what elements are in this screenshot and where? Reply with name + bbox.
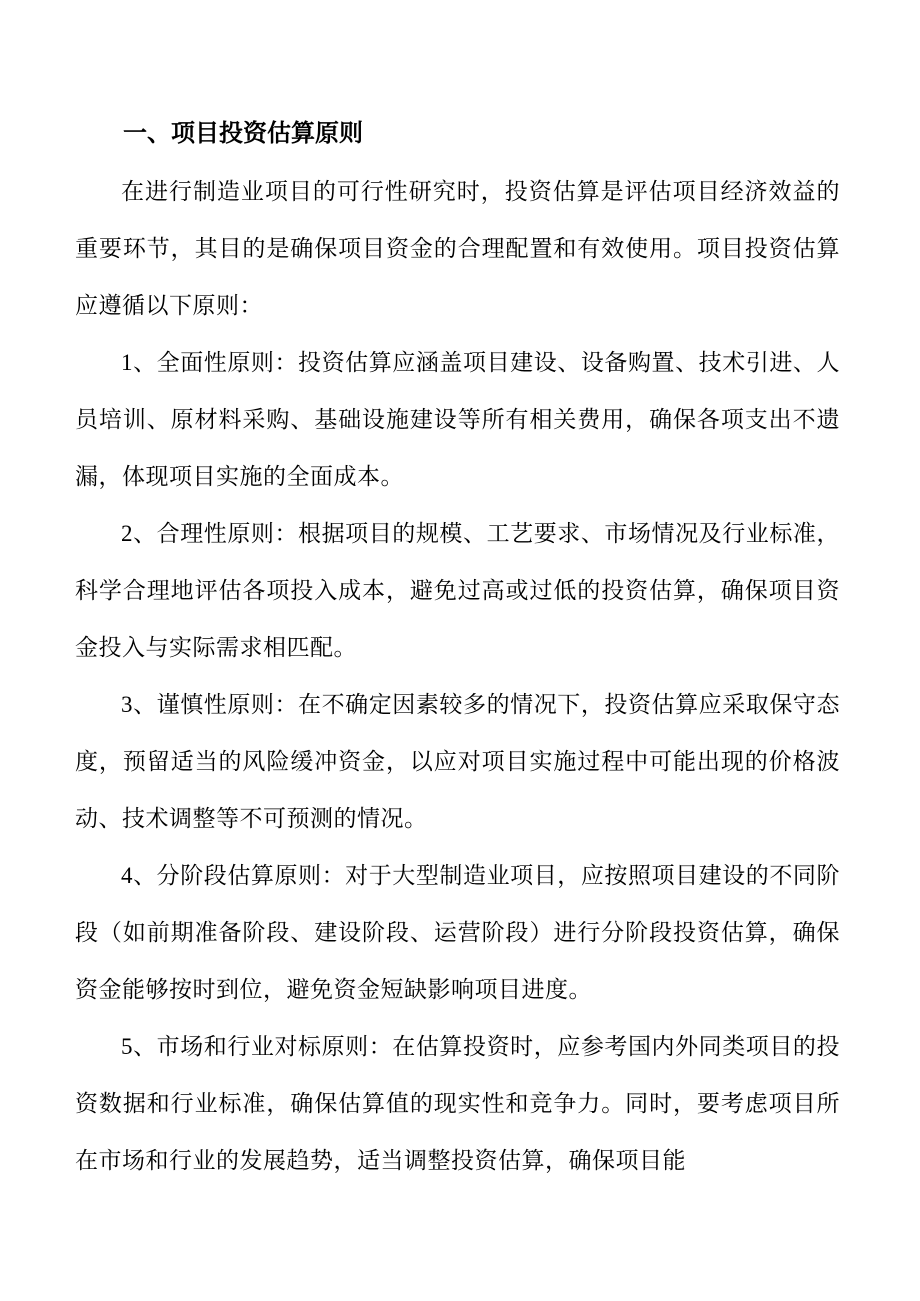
paragraph-principle-3-prudence: 3、谨慎性原则：在不确定因素较多的情况下，投资估算应采取保守态度，预留适当的风险缓冲资金，以应对项目实施过程中可能出现的价格波动、技术调整等不可预测的情况。 <box>75 692 840 831</box>
paragraph-principle-2-reasonableness: 2、合理性原则：根据项目的规模、工艺要求、市场情况及行业标准，科学合理地评估各项投入成本，避免过高或过低的投资估算，确保项目资金投入与实际需求相匹配。 <box>75 521 840 660</box>
paragraph-principle-5-market-benchmarking: 5、市场和行业对标原则：在估算投资时，应参考国内外同类项目的投资数据和行业标准，确保估算值的现实性和竞争力。同时，要考虑项目所在市场和行业的发展趋势，适当调整投资估算，确保项目能 <box>75 1034 840 1173</box>
section-heading: 一、项目投资估算原则 <box>123 121 363 147</box>
paragraph-intro: 在进行制造业项目的可行性研究时，投资估算是评估项目经济效益的重要环节，其目的是确保项目资金的合理配置和有效使用。项目投资估算应遵循以下原则： <box>75 179 840 318</box>
paragraph-principle-4-phased-estimation: 4、分阶段估算原则：对于大型制造业项目，应按照项目建设的不同阶段（如前期准备阶段、建设阶段、运营阶段）进行分阶段投资估算，确保资金能够按时到位，避免资金短缺影响项目进度。 <box>75 863 840 1002</box>
paragraph-principle-1-comprehensiveness: 1、全面性原则：投资估算应涵盖项目建设、设备购置、技术引进、人员培训、原材料采购、基础设施建设等所有相关费用，确保各项支出不遗漏，体现项目实施的全面成本。 <box>75 350 840 489</box>
